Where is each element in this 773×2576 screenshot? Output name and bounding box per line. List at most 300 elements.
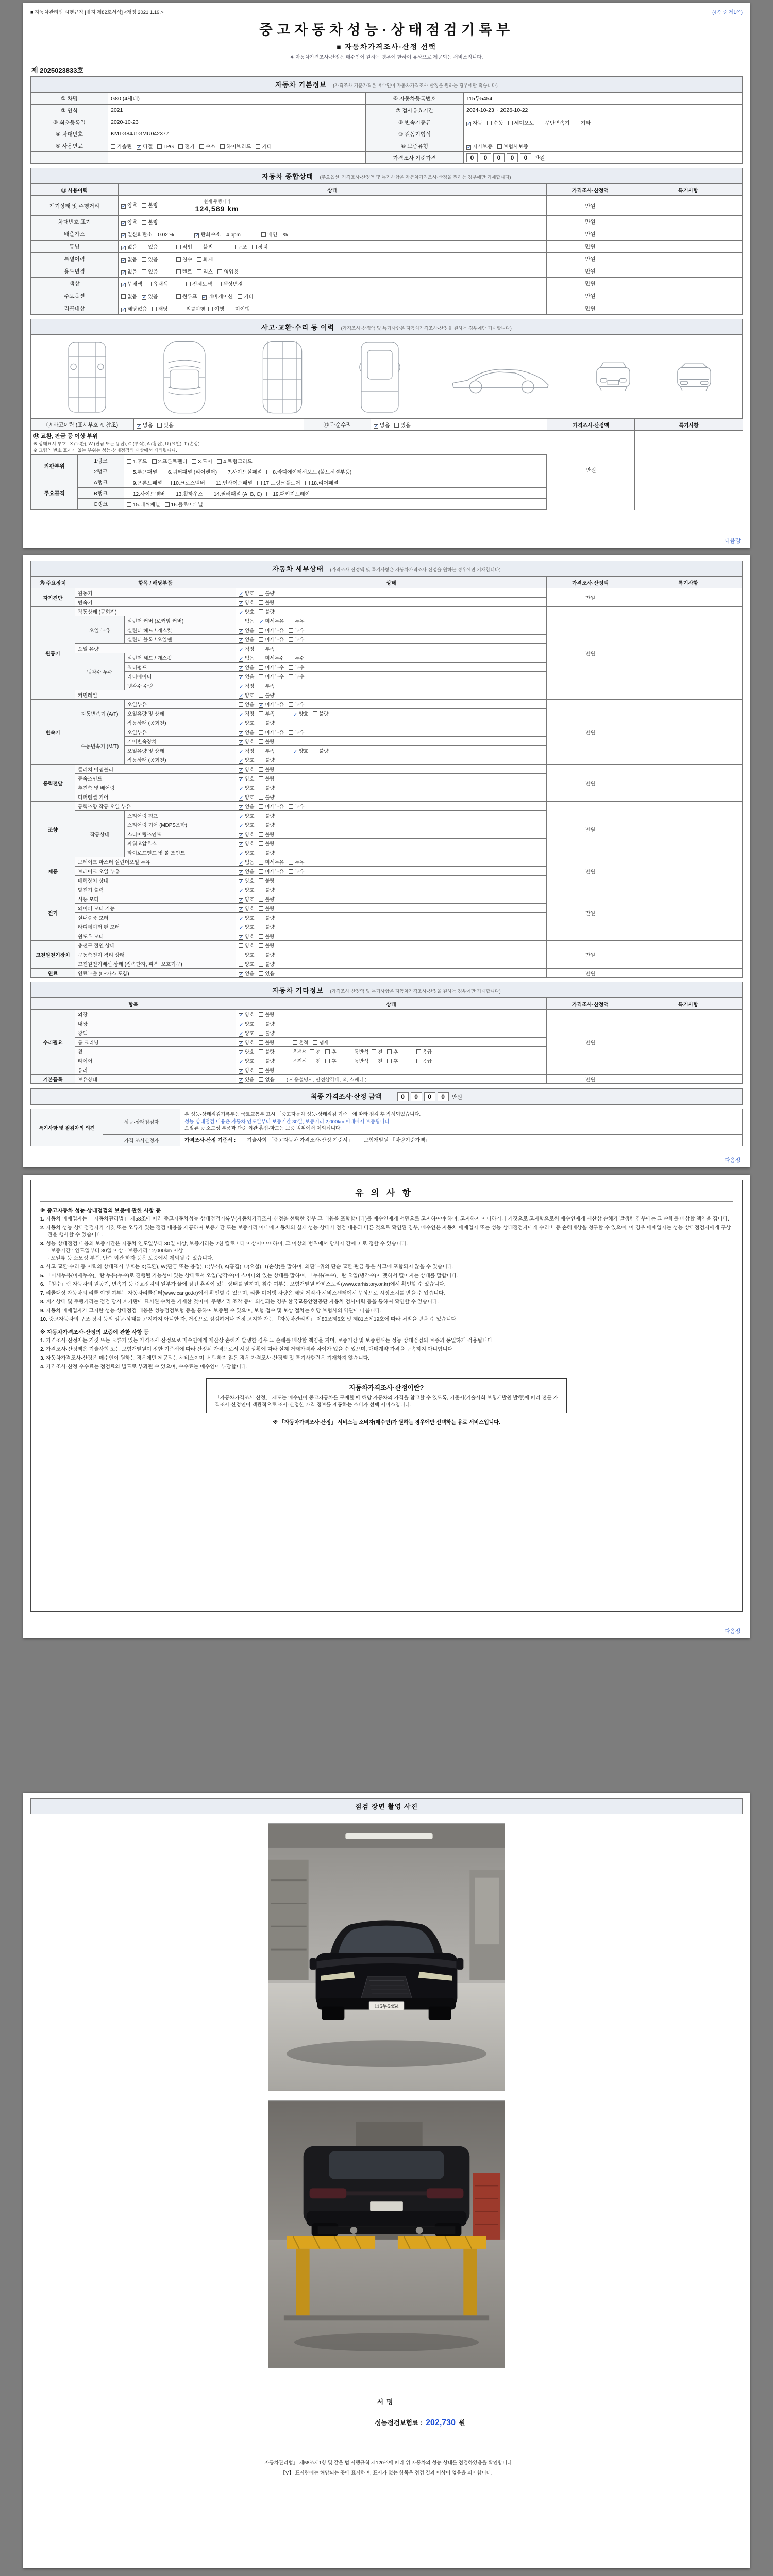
etc-info-table — [30, 998, 743, 1084]
checkbox-option — [259, 793, 274, 801]
checkbox-checked-icon: ✓ — [374, 423, 379, 429]
option-label: 불량 — [265, 841, 275, 847]
checkbox-unchecked-icon — [167, 481, 172, 485]
checkbox-unchecked-icon — [241, 1138, 245, 1142]
checkbox-option — [313, 710, 328, 717]
option-label: 렌트 — [182, 269, 192, 275]
checkbox-checked-icon: ✓ — [259, 619, 264, 625]
checkbox-unchecked-icon — [259, 609, 263, 614]
option-label: 양호 — [245, 822, 255, 828]
checkbox-option — [289, 636, 304, 643]
checkbox-unchecked-icon — [259, 721, 263, 725]
checkbox-unchecked-icon — [256, 144, 260, 149]
next-page-link[interactable]: 다음장 — [725, 1157, 741, 1163]
field-value: 115두5454 — [464, 93, 743, 105]
odometer-label: 현재 주행거리 — [204, 199, 230, 204]
checkbox-option — [222, 468, 262, 476]
checkbox-unchecked-icon — [266, 492, 271, 496]
rank-label: 2랭크 — [78, 466, 124, 477]
checkbox-option — [261, 230, 277, 238]
checkbox-checked-icon: ✓ — [239, 739, 244, 745]
option-label: 양호 — [298, 748, 309, 754]
etc-header-row — [31, 998, 743, 1010]
option-label: 양호 — [245, 739, 255, 745]
measured-value: 4 ppm — [226, 232, 241, 238]
checkbox-option — [199, 142, 215, 150]
checkbox-unchecked-icon — [259, 1049, 263, 1054]
notice-item-number: 4. — [40, 1364, 46, 1370]
checkbox-option — [176, 243, 192, 250]
option-label: 없음 — [245, 665, 255, 671]
final-price-label: 최종 가격조사·산정 금액 — [311, 1093, 382, 1100]
checkbox-option — [239, 821, 254, 828]
checkbox-option — [293, 710, 308, 717]
checkbox-checked-icon: ✓ — [239, 860, 244, 866]
checkbox-checked-icon: ✓ — [239, 674, 244, 681]
field-label: ③ 최초등록일 — [31, 116, 108, 128]
status-cell — [236, 700, 547, 709]
checkbox-unchecked-icon — [210, 481, 214, 485]
device-item-label: 클러치 어셈블리 — [75, 765, 236, 774]
etc-item-label: 내장 — [75, 1019, 236, 1028]
checkbox-unchecked-icon — [157, 423, 162, 428]
measured-value: % — [283, 232, 288, 238]
etc-item-label: 타이어 — [75, 1056, 236, 1065]
field-value — [464, 116, 743, 128]
checkbox-unchecked-icon — [127, 470, 131, 474]
option-label: 미세누유 — [265, 618, 284, 624]
base-price-value — [464, 152, 743, 164]
checkbox-option — [259, 701, 284, 708]
checkbox-option — [121, 255, 137, 263]
column-header-item: 항목 — [31, 998, 236, 1010]
checkbox-unchecked-icon — [217, 459, 222, 464]
checkbox-option — [259, 942, 274, 949]
checkbox-option — [487, 118, 503, 126]
checkbox-option — [259, 664, 284, 671]
checkbox-option — [259, 756, 274, 764]
option-label: 기타 — [243, 294, 254, 300]
option-label: 미세누유 — [265, 730, 284, 736]
status-cell — [236, 802, 547, 811]
option-label: 수소 — [205, 144, 215, 150]
status-cell — [236, 829, 547, 839]
option-label: 불량 — [265, 1058, 275, 1064]
option-label: 후 — [331, 1049, 337, 1055]
checkbox-option — [387, 1048, 398, 1055]
checkbox-unchecked-icon — [313, 749, 317, 753]
section-title: 자동차 기본정보 — [275, 81, 327, 89]
checkbox-option — [121, 292, 137, 300]
checkbox-unchecked-icon — [293, 1040, 297, 1045]
option-label: 양호 — [245, 590, 255, 597]
odometer-value: 124,589 km — [195, 205, 239, 213]
option-label: 불량 — [265, 1067, 275, 1074]
status-cell — [236, 922, 547, 931]
option-label: 불량 — [265, 1049, 275, 1055]
status-cell — [236, 783, 547, 792]
option-label: 적정 — [245, 711, 255, 717]
overall-condition-table — [30, 184, 743, 315]
checkbox-unchecked-icon — [416, 1049, 421, 1054]
basic-info-row — [31, 140, 743, 152]
checkbox-checked-icon: ✓ — [239, 656, 244, 662]
option-label: 불량 — [265, 720, 275, 726]
checkbox-option — [142, 201, 158, 209]
checkbox-option — [259, 849, 274, 856]
section-header-overall — [30, 168, 743, 184]
checkbox-option — [239, 970, 254, 977]
status-cell — [236, 1047, 547, 1056]
checkbox-unchecked-icon — [152, 307, 157, 311]
checkbox-checked-icon: ✓ — [239, 823, 244, 829]
checkbox-checked-icon: ✓ — [122, 282, 126, 288]
checkbox-option — [259, 775, 274, 782]
option-label: 기술사회 「중고자동차 가격조사·산정 기준서」 — [247, 1137, 353, 1143]
option-label: 없음 — [245, 702, 255, 708]
checkbox-option — [257, 479, 300, 486]
option-label: 6.쿼터패널 (리어펜더) — [167, 469, 217, 476]
checkbox-unchecked-icon — [289, 656, 293, 660]
status-cell — [236, 755, 547, 765]
footer-mark-line: 【V】 표시란에는 해당되는 곳에 표시하며, 표시가 없는 항목은 점검 결과 이상이 없음을 의미합니다. — [280, 2470, 493, 2476]
opinion-line: 오일류 등 소모성 부품과 단순 외관 흠집·마모는 보증 범위에서 제외됩니다. — [184, 1126, 342, 1131]
checkbox-option — [259, 1057, 274, 1064]
checkbox-checked-icon: ✓ — [239, 814, 244, 820]
option-label: 없음 — [245, 674, 255, 680]
notice-item — [40, 1346, 733, 1353]
option-label: 양호 — [245, 887, 255, 893]
option-label: 색상변경 — [223, 282, 243, 287]
checkbox-option — [259, 1076, 274, 1083]
checkbox-option — [259, 1029, 274, 1037]
device-sub-label: 냉각수 누수 — [75, 653, 125, 690]
checkbox-checked-icon: ✓ — [239, 600, 244, 606]
notice-item-text: 「미세누유(미세누수)」란 누유(누수)로 진행될 가능성이 있는 상태로서 오일(냉각수)이 스며나와 있는 상태를 말하며, 「누유(누수)」란 오일(냉각수)이 맺혀서 떨어지는 상태를 말합니다. — [46, 1273, 458, 1279]
status-cell — [236, 885, 547, 894]
rank-label: 1랭크 — [78, 455, 124, 466]
device-item-label: 스티어링 기어 (MDPS포함) — [125, 820, 236, 829]
remark-cell — [634, 228, 743, 241]
notice-item-number: 5. — [40, 1273, 46, 1279]
price-cell: 만원 — [547, 885, 634, 941]
price-survey-info-text: 「자동차가격조사·산정」 제도는 매수인이 중고자동차를 구매할 때 해당 자동차의 가격을 참고할 수 있도록, 기준서(기술사회·보험개발원 발행)에 따라 전문 가격조사·산정인이 객관적으로 조사·산정한 가격 정보를 제공하는 소비자 선택 서비스입니다. — [215, 1395, 558, 1408]
checkbox-unchecked-icon — [127, 492, 131, 496]
price-cell: 만원 — [547, 969, 634, 978]
checkbox-option — [259, 1039, 274, 1046]
price-unit: 만원 — [534, 155, 545, 161]
checkbox-checked-icon: ✓ — [239, 1059, 244, 1065]
checkbox-option — [466, 118, 482, 126]
device-item-label: 윈도우 모터 — [75, 931, 236, 941]
option-label: 양호 — [245, 832, 255, 838]
device-item-label: 실린더 블록 / 오일팬 — [125, 635, 236, 644]
usage-item-label: 계기상태 및 주행거리 — [31, 196, 119, 216]
option-label: 화재 — [203, 257, 213, 263]
option-label: 있음 — [245, 1077, 255, 1083]
next-page-link[interactable]: 다음장 — [725, 1628, 741, 1634]
rank-row — [31, 466, 547, 477]
checkbox-checked-icon: ✓ — [122, 258, 126, 263]
status-cell — [236, 625, 547, 635]
checkbox-unchecked-icon — [259, 693, 263, 698]
price-cell: 만원 — [547, 431, 635, 510]
device-group-label: 고전원전기장치 — [31, 941, 75, 969]
status-cell — [119, 216, 547, 228]
inspector-opinion-row — [31, 1109, 743, 1135]
usage-history-row — [31, 290, 743, 302]
option-label: 양호 — [245, 961, 255, 968]
checkbox-option — [466, 142, 493, 150]
checkbox-checked-icon: ✓ — [239, 878, 244, 885]
notice-item-number: 1. — [40, 1338, 46, 1344]
checkbox-option — [259, 784, 274, 791]
device-item-label: 오일유량 및 상태 — [125, 746, 236, 755]
option-label: 양호 — [245, 850, 255, 856]
checkbox-option — [239, 877, 254, 884]
checkbox-option — [147, 280, 168, 287]
checkbox-unchecked-icon — [261, 232, 266, 237]
checkbox-unchecked-icon — [310, 1049, 314, 1054]
option-label: 미세누유 — [265, 628, 284, 634]
checkbox-unchecked-icon — [259, 814, 263, 818]
checkbox-option — [197, 243, 213, 250]
device-item-label: 변속기 — [75, 598, 236, 607]
status-cell — [236, 746, 547, 755]
checkbox-unchecked-icon — [259, 628, 263, 633]
checkbox-unchecked-icon — [259, 647, 263, 651]
option-label: 2.프론트펜더 — [158, 459, 188, 465]
option-label: 탄화수소 — [200, 232, 221, 238]
option-label: 없음 — [127, 245, 138, 250]
checkbox-option — [210, 479, 253, 486]
option-label: 누수 — [295, 674, 305, 680]
option-label: 없음 — [245, 655, 255, 662]
column-header-state: 상태 — [236, 577, 547, 588]
checkbox-unchecked-icon — [487, 121, 492, 125]
option-label: 불량 — [265, 850, 275, 856]
option-label: 12.사이드멤버 — [133, 491, 165, 497]
checkbox-checked-icon: ✓ — [239, 804, 244, 810]
checkbox-option — [186, 280, 212, 287]
option-label: 자동 — [473, 120, 483, 126]
checkbox-option — [239, 868, 254, 875]
extra-label: 동반석 — [354, 1058, 369, 1064]
option-label: 있음 — [148, 245, 158, 250]
checkbox-unchecked-icon — [259, 665, 263, 670]
checkbox-option — [325, 1057, 336, 1064]
checkbox-checked-icon: ✓ — [239, 971, 244, 977]
notice-item — [40, 1299, 733, 1306]
option-label: 적정 — [245, 748, 255, 754]
option-label: 구조 — [237, 245, 247, 250]
option-label: 양호 — [245, 1030, 255, 1037]
status-cell — [236, 635, 547, 644]
remark-cell — [634, 765, 743, 802]
option-label: 양호 — [127, 220, 138, 226]
device-item-label: 워터펌프 — [125, 663, 236, 672]
next-page-link[interactable]: 다음장 — [725, 538, 741, 544]
option-label: 5.루프패널 — [133, 469, 157, 476]
notice-item-text: 자동차 매매업자는 「자동차관리법」 제58조에 따라 중고자동차성능·상태점검기록부(자동차가격조사·산정을 선택한 경우 그 내용을 포함합니다)를 매수인에게 서면으로 고지하여야 하며, 고지하지 아니하거나 거짓으로 고지함으로써 매수인에게 재산상 손해가 발생한 경우에는 그 손해를 배상할 책임을 집니다. — [46, 1216, 729, 1222]
option-label: 냄새 — [319, 1040, 329, 1046]
rank-row — [31, 499, 547, 510]
status-cell — [236, 774, 547, 783]
option-label: 불량 — [265, 692, 275, 699]
checkbox-unchecked-icon — [313, 711, 317, 716]
option-label: 없음 — [127, 294, 138, 300]
checkbox-option — [289, 701, 304, 708]
checkbox-option — [202, 292, 233, 300]
option-label: 해당 — [158, 307, 168, 312]
column-header-state: 상태 — [236, 998, 547, 1010]
option-label: 불량 — [265, 794, 275, 801]
detail-header-row — [31, 577, 743, 588]
usage-item-label: 배출가스 — [31, 228, 119, 241]
option-label: 미이행 — [235, 307, 250, 312]
field-label: ⑤ 사용연료 — [31, 140, 108, 152]
option-label: 누수 — [295, 655, 305, 662]
checkbox-unchecked-icon — [289, 860, 293, 865]
checkbox-unchecked-icon — [127, 481, 131, 485]
basis-label: 가격조사·산정 기준서 : — [184, 1137, 236, 1143]
checkbox-option — [293, 747, 308, 754]
device-sub-label: 자동변속기 (A/T) — [75, 700, 125, 727]
etc-group-label: 기본품목 — [31, 1075, 75, 1084]
diagram-rear-clip-icon — [349, 338, 411, 416]
checkbox-option — [239, 719, 254, 726]
checkbox-unchecked-icon — [259, 684, 263, 688]
device-item-label: 충전구 절연 상태 — [75, 941, 236, 950]
checkbox-unchecked-icon — [508, 121, 513, 125]
option-label: 불량 — [265, 961, 275, 968]
price-digit-box: 0 — [480, 153, 491, 162]
checkbox-option — [239, 784, 254, 791]
option-label: 부족 — [265, 711, 275, 717]
checkbox-option — [197, 267, 213, 275]
checkbox-option — [416, 1057, 432, 1064]
device-item-label: 구동축전지 격리 상태 — [75, 950, 236, 959]
option-label: 양호 — [245, 692, 255, 699]
status-cell — [119, 241, 547, 253]
checkbox-unchecked-icon — [259, 637, 263, 642]
checkbox-checked-icon: ✓ — [259, 702, 264, 708]
checkbox-unchecked-icon — [259, 776, 263, 781]
checkbox-unchecked-icon — [239, 619, 243, 623]
checkbox-option — [259, 1048, 274, 1055]
option-label: 있음 — [148, 257, 158, 263]
price-cell: 만원 — [547, 241, 634, 253]
option-label: 있음 — [148, 269, 158, 275]
checkbox-option — [266, 489, 310, 497]
notice-item-text: 리콜대상 자동차의 리콜 이행 여부는 자동차리콜센터(www.car.go.kr)에서 확인할 수 있으며, 리콜 미이행 차량은 해당 제작사 서비스센터에서 무상으로 시정조치를 받을 수 있습니다. — [46, 1291, 445, 1296]
checkbox-unchecked-icon — [259, 925, 263, 929]
rank-label: A랭크 — [78, 477, 124, 488]
checkbox-option — [259, 905, 274, 912]
checkbox-unchecked-icon — [176, 245, 181, 249]
etc-item-label: 휠 — [75, 1047, 236, 1056]
option-label: 10.크로스멤버 — [173, 480, 205, 486]
photo-rear-image — [268, 2100, 505, 2368]
page-title: 중고자동차성능·상태점검기록부 — [259, 22, 514, 38]
checkbox-unchecked-icon — [197, 257, 201, 262]
option-label: 후 — [393, 1049, 398, 1055]
usage-history-row — [31, 265, 743, 278]
checkbox-option — [121, 201, 137, 209]
checkbox-option — [239, 942, 254, 949]
checkbox-option — [259, 599, 274, 606]
notice-item — [40, 1364, 733, 1371]
device-item-label: 추진축 및 베어링 — [75, 783, 236, 792]
checkbox-option — [372, 1048, 382, 1055]
checkbox-unchecked-icon — [497, 144, 502, 149]
checkbox-checked-icon: ✓ — [239, 711, 244, 718]
option-label: 없음 — [127, 269, 138, 275]
option-label: 영업용 — [224, 269, 239, 275]
option-label: 미세누수 — [265, 655, 284, 662]
checkbox-option — [239, 886, 254, 893]
checkbox-checked-icon: ✓ — [293, 749, 298, 755]
option-label: 없음 — [380, 423, 390, 429]
rank-items — [124, 488, 547, 499]
checkbox-unchecked-icon — [358, 1138, 362, 1142]
extra-label: 운전석 — [292, 1058, 307, 1064]
option-label: 양호 — [245, 943, 255, 949]
device-item-label: 발전기 출력 — [75, 885, 236, 894]
checkbox-unchecked-icon — [199, 144, 204, 149]
price-survey-info-note: ※ 「자동차가격조사·산정」 서비스는 소비자(매수인)가 원하는 경우에만 선택하는 유료 서비스입니다. — [273, 1420, 500, 1426]
option-label: 부족 — [265, 683, 275, 689]
checkbox-option — [137, 142, 153, 150]
checkbox-checked-icon: ✓ — [239, 730, 244, 736]
checkbox-option — [259, 654, 284, 662]
checkbox-checked-icon: ✓ — [122, 203, 126, 209]
remark-cell — [634, 941, 743, 969]
status-cell — [236, 941, 547, 950]
notice-frame — [30, 1180, 743, 1612]
checkbox-checked-icon: ✓ — [239, 749, 244, 755]
checkbox-option — [293, 1039, 308, 1046]
device-row — [31, 941, 743, 950]
checkbox-unchecked-icon — [152, 459, 157, 464]
rank-label: C랭크 — [78, 499, 124, 510]
checkbox-unchecked-icon — [239, 943, 243, 948]
option-label: 7.사이드실패널 — [228, 469, 262, 476]
checkbox-option — [239, 636, 254, 643]
option-label: 양호 — [245, 934, 255, 940]
checkbox-unchecked-icon — [259, 906, 263, 911]
checkbox-unchecked-icon — [217, 282, 222, 286]
notice-item-text: 가격조사·산정액은 기술사회 또는 보험개발원이 정한 기준서에 따라 산정된 가격으로서 시장 상황에 따라 실제 거래가격과 차이가 있을 수 있으며, 매매계약 가격을 구속하지 아니합니다. — [46, 1347, 454, 1352]
checkbox-option — [289, 664, 304, 671]
checkbox-checked-icon: ✓ — [293, 711, 298, 718]
checkbox-option — [239, 1048, 254, 1055]
checkbox-option — [259, 636, 284, 643]
column-header-remark: 특기사항 — [634, 184, 743, 196]
option-label: 전 — [378, 1058, 383, 1064]
checkbox-checked-icon: ✓ — [467, 121, 472, 127]
checkbox-option — [152, 457, 188, 465]
notice-item-number: 10. — [40, 1317, 49, 1323]
notice-item — [40, 1225, 733, 1239]
checkbox-option — [239, 1066, 254, 1074]
checkbox-option — [259, 589, 274, 597]
checkbox-option — [256, 142, 272, 150]
usage-item-label: 주요옵션 — [31, 290, 119, 302]
field-value — [464, 128, 743, 140]
option-label: 불량 — [265, 878, 275, 884]
checkbox-unchecked-icon — [142, 220, 146, 225]
